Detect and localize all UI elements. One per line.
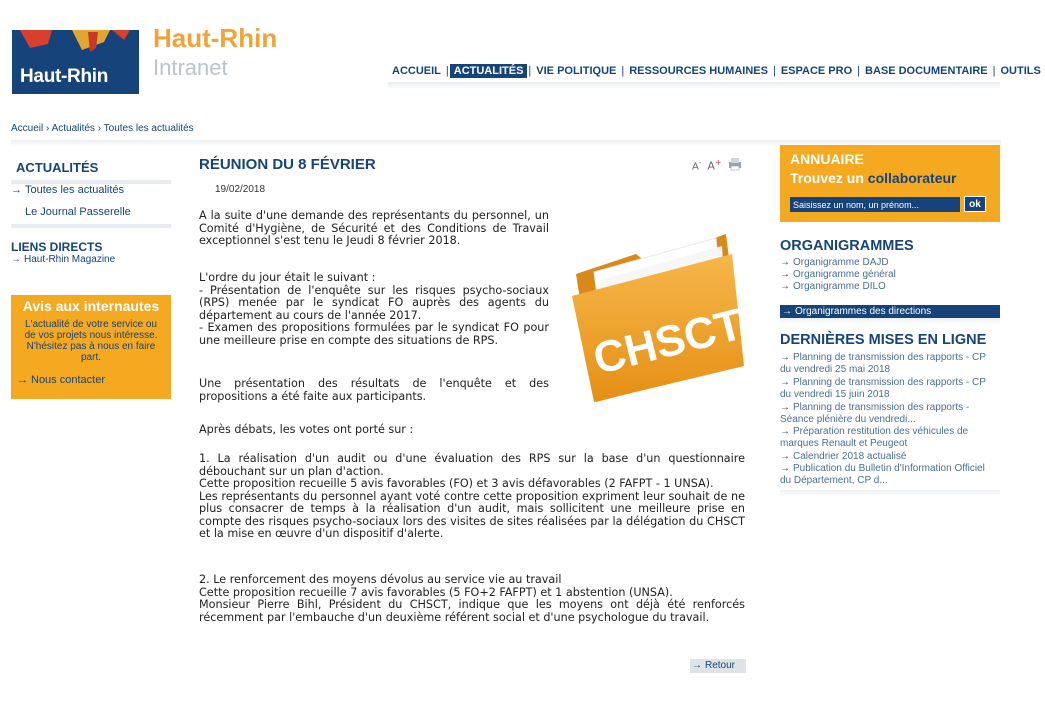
vote-item-title: 1. La réalisation d'un audit ou d'une évaluation des RPS sur la base d'un questionnaire débouchant sur un plan d'action. xyxy=(199,452,745,478)
arrow-right-icon: → xyxy=(780,377,790,388)
nav-separator: | xyxy=(621,65,625,77)
maj-item-label: Préparation restitution des véhicules de marques Renault et Peugeot xyxy=(780,426,969,449)
nav-actualites[interactable]: ACTUALITÉS xyxy=(450,64,528,78)
actualites-heading: ACTUALITÉS xyxy=(16,160,99,175)
arrow-right-icon: → xyxy=(692,660,702,671)
increase-font-icon[interactable]: A+ xyxy=(707,158,722,173)
nous-contacter-label: Nous contacter xyxy=(31,374,105,386)
arrow-right-icon: → xyxy=(780,426,790,437)
nav-accueil[interactable]: ACCUEIL xyxy=(392,65,441,77)
section-shadow xyxy=(780,490,1000,496)
sidebar-item-haut-rhin-magazine[interactable] xyxy=(11,254,115,265)
article-paragraph: Une présentation des résultats de l'enquête et des propositions a été faite aux participants. xyxy=(199,377,549,403)
section-shadow xyxy=(780,318,1000,324)
arrow-right-icon: → xyxy=(780,402,790,413)
org-item-label: Organigramme général xyxy=(793,269,896,280)
sidebar-item-label: Le Journal Passerelle xyxy=(25,206,131,218)
nav-separator: | xyxy=(992,65,996,77)
sidebar-item-journal-passerelle[interactable] xyxy=(25,206,131,218)
nav-ressources-humaines[interactable]: RESSOURCES HUMAINES xyxy=(629,65,768,77)
avis-text: L'actualité de votre service ou de vos projets nous intéresse. N'hésitez pas à nous en faire part. xyxy=(24,319,158,363)
retour-button[interactable] xyxy=(690,659,746,673)
maj-item[interactable] xyxy=(780,402,998,425)
sidebar-item-label: Haut-Rhin Magazine xyxy=(24,254,116,265)
chsct-folder-illustration xyxy=(566,214,746,404)
org-item[interactable] xyxy=(780,257,889,269)
arrow-right-icon: → xyxy=(17,374,28,386)
liens-directs-heading: LIENS DIRECTS xyxy=(11,240,103,254)
vote-item-title: 2. Le renforcement des moyens dévolus au service vie au travail xyxy=(199,573,562,586)
agenda-intro: L'ordre du jour était le suivant : xyxy=(199,271,376,284)
agenda-item: - Examen des propositions formulées par le syndicat FO pour une meilleure prise en compte des situations de RPS. xyxy=(199,321,549,347)
org-item[interactable] xyxy=(780,269,896,281)
vote-result: Cette proposition recueille 5 avis favorables (FO) et 3 avis défavorables (2 FAFPT - 1 UNSA). xyxy=(199,477,714,490)
avis-title: Avis aux internautes xyxy=(22,298,160,314)
org-item[interactable] xyxy=(780,281,886,293)
sidebar-item-toutes-actualites[interactable] xyxy=(11,184,124,196)
agenda-item: - Présentation de l'enquête sur les risques psycho-sociaux (RPS) menée par le syndicat FO auprès des agents du département au cours de l'année 2017. xyxy=(199,283,549,322)
arrow-right-icon: → xyxy=(780,463,790,474)
nav-vie-politique[interactable]: VIE POLITIQUE xyxy=(536,65,617,77)
top-navigation xyxy=(388,64,1045,78)
arrow-right-icon: → xyxy=(780,451,790,462)
logo-text: Haut-Rhin xyxy=(20,66,109,87)
article-tools xyxy=(692,158,742,173)
maj-item[interactable] xyxy=(780,352,998,375)
nav-base-documentaire[interactable]: BASE DOCUMENTAIRE xyxy=(865,65,988,77)
vote-item-2 xyxy=(199,574,745,624)
vote-comment: Monsieur Pierre Bihl, Président du CHSCT, indique que les moyens ont déjà été renforcés récemment par l'embauche d'un deuxième référent social et d'une psychologue du travail. xyxy=(199,598,745,624)
org-bar-label: Organigrammes des directions xyxy=(795,306,932,317)
annuaire-subtitle-highlight: collaborateur xyxy=(867,170,957,186)
site-subtitle: Intranet xyxy=(153,55,228,80)
organigrammes-directions-link[interactable] xyxy=(780,305,1000,318)
arrow-right-icon: → xyxy=(782,306,792,317)
arrow-right-icon: → xyxy=(780,281,790,292)
article-paragraph: Après débats, les votes ont porté sur : xyxy=(199,423,414,436)
nav-separator: | xyxy=(528,65,532,77)
decrease-font-icon[interactable]: A- xyxy=(692,158,702,173)
annuaire-ok-button[interactable]: ok xyxy=(964,196,986,212)
annuaire-subtitle-part: Trouvez un xyxy=(790,170,868,186)
print-icon[interactable] xyxy=(728,158,742,173)
header-divider xyxy=(388,82,1000,89)
org-item-label: Organigramme DAJD xyxy=(793,257,889,268)
annuaire-search-input[interactable] xyxy=(790,197,960,212)
arrow-right-icon: → xyxy=(11,184,22,196)
article-date: 19/02/2018 xyxy=(215,184,266,195)
arrow-right-icon: → xyxy=(780,257,790,268)
vote-item-1 xyxy=(199,453,745,541)
maj-item-label: Publication du Bulletin d'Information Officiel du Département, CP d... xyxy=(780,463,985,486)
annuaire-title: ANNUAIRE xyxy=(790,151,864,167)
sidebar-divider xyxy=(11,224,171,228)
dernieres-mises-en-ligne-heading: DERNIÈRES MISES EN LIGNE xyxy=(780,332,987,348)
org-item-label: Organigramme DILO xyxy=(793,281,886,292)
organigrammes-heading: ORGANIGRAMMES xyxy=(780,238,914,254)
nav-separator: | xyxy=(445,65,449,77)
avis-internautes-box xyxy=(11,295,171,399)
maj-item-label: Planning de transmission des rapports - Séance plénière du vendredi... xyxy=(780,402,970,425)
nav-separator: | xyxy=(857,65,860,77)
maj-item-label: Calendrier 2018 actualisé xyxy=(793,451,907,462)
maj-item-label: Planning de transmission des rapports - CP du vendredi 15 juin 2018 xyxy=(780,377,986,400)
site-name: Haut-Rhin xyxy=(153,23,278,53)
nous-contacter-link[interactable] xyxy=(17,374,105,386)
article-paragraph xyxy=(199,272,549,347)
vote-result: Cette proposition recueille 7 avis favorables (5 FO+2 FAFPT) et 1 abstention (UNSA). xyxy=(199,585,673,599)
maj-item-label: Planning de transmission des rapports - CP du vendredi 25 mai 2018 xyxy=(780,352,986,375)
breadcrumb[interactable]: Accueil › Actualités › Toutes les actualités xyxy=(11,123,194,134)
retour-label: Retour xyxy=(705,660,736,671)
nav-outils[interactable]: OUTILS xyxy=(1000,65,1041,77)
vote-comment: Les représentants du personnel ayant voté contre cette proposition expriment leur souhait de ne plus consacrer de temps à la réalisation d'un audit, mais sollicitent une meilleure prise en compte des risques psycho-sociaux lors des visites de sites réalisées par la délégation du CHSCT et la mise en œuvre d'un dispositif d'alerte. xyxy=(199,489,745,540)
folder-label: CHSCT xyxy=(588,299,748,384)
nav-espace-pro[interactable]: ESPACE PRO xyxy=(780,65,853,77)
maj-item[interactable] xyxy=(780,451,998,463)
coat-of-arms-icon xyxy=(12,30,139,60)
site-logo[interactable] xyxy=(12,30,139,94)
arrow-right-icon: → xyxy=(780,352,790,363)
arrow-right-icon: → xyxy=(780,269,790,280)
arrow-right-icon: → xyxy=(11,254,21,265)
maj-item[interactable] xyxy=(780,426,998,449)
article-paragraph: A la suite d'une demande des représentants du personnel, un Comité d'Hygiène, de Sécurité et des Conditions de Travail exceptionnel s'est tenu le Jeudi 8 février 2018. xyxy=(199,209,549,247)
maj-item[interactable] xyxy=(780,377,998,400)
maj-item[interactable] xyxy=(780,463,998,486)
article-title: RÉUNION DU 8 FÉVRIER xyxy=(199,156,376,173)
annuaire-subtitle xyxy=(790,170,957,186)
sidebar-item-label: Toutes les actualités xyxy=(25,184,125,196)
nav-separator: | xyxy=(772,65,776,77)
